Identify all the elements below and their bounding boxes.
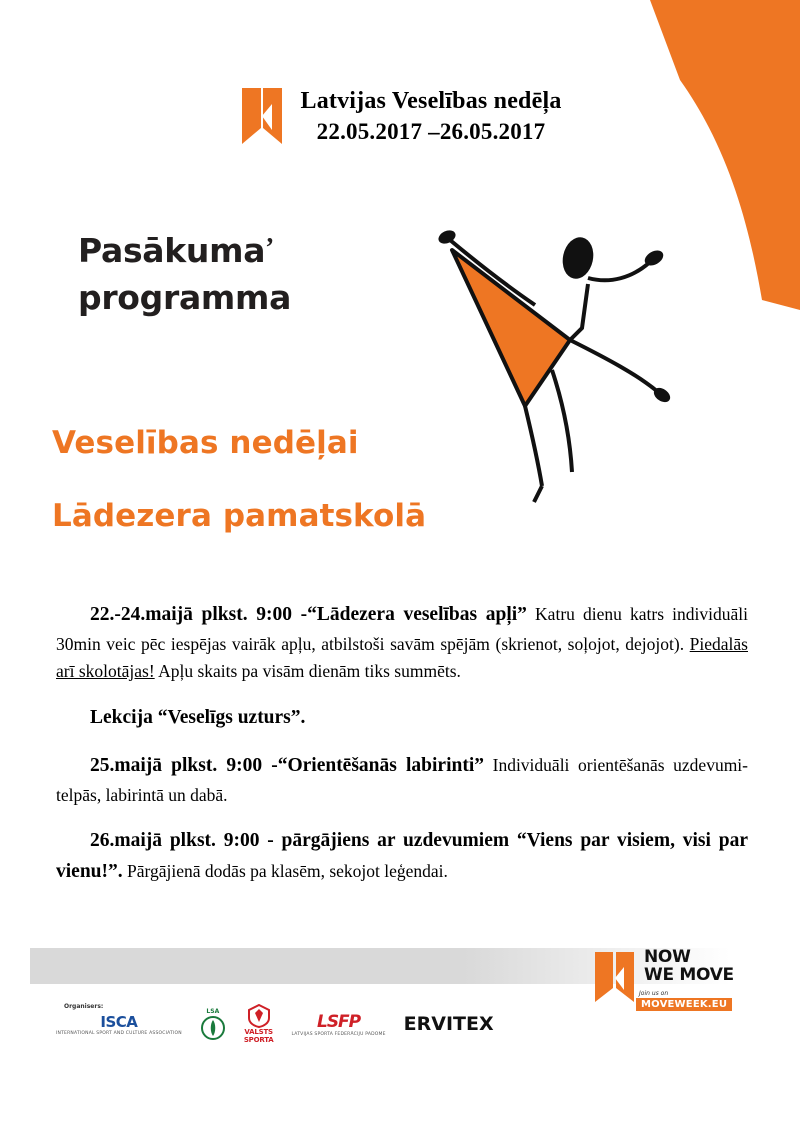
- para4-rest: Pārgājienā dodās pa klasēm, sekojot leģendai.: [122, 861, 448, 882]
- para3-rest: Individuāli orientēšanās uzdevumi-telpās, labirintā un dabā.: [56, 754, 748, 805]
- lsa-logo-mark: [200, 1015, 226, 1041]
- now-we-move-block: [592, 944, 742, 1018]
- moveweek-url[interactable]: MOVEWEEK.EU: [636, 998, 732, 1011]
- lsa-logo: [200, 1003, 226, 1045]
- subtitle-line-2: Lādezera pamatskolā: [52, 498, 427, 534]
- now-we-move-line1: NOW: [644, 947, 691, 967]
- para3-lead: 25.maijā plkst. 9:00 -: [90, 754, 278, 776]
- valsts-sporta-logo-subtext: SPORTA: [243, 1036, 274, 1044]
- para1-quoted: “Lādezera veselības apļi”: [307, 604, 527, 625]
- programme-title-apostrophe: ’: [265, 232, 274, 262]
- now-we-move-text: [644, 948, 734, 984]
- paragraph-day-26: [56, 826, 748, 888]
- lsa-logo-text: LSA: [206, 1007, 220, 1015]
- programme-title-line1: Pasākuma: [78, 231, 266, 270]
- paragraph-lecture: Lekcija “Veselīgs uzturs”.: [90, 707, 306, 729]
- para3-quoted: “Orientēšanās labirinti”: [277, 754, 484, 776]
- isca-logo: [56, 1003, 182, 1045]
- ervitex-logo-text: ERVITEX: [403, 1013, 494, 1035]
- valsts-sporta-logo-text: VALSTS: [244, 1028, 273, 1036]
- para4-lead: 26.maijā plkst. 9:00 - pārgājiens ar uzdevumiem “Viens par visiem, visi par vienu!”.: [56, 830, 748, 883]
- organiser-logos: [56, 1000, 516, 1048]
- para1-underlined: Piedalās arī skolotājas!: [56, 633, 748, 682]
- paragraph-day-25: [56, 751, 748, 809]
- subtitle-line-1: Veselības nedēļai: [52, 425, 359, 461]
- isca-logo-subtext: INTERNATIONAL SPORT AND CULTURE ASSOCIATION: [56, 1030, 182, 1036]
- now-we-move-join-label: Join us on: [639, 990, 669, 997]
- move-week-arrow-logo: [238, 86, 286, 148]
- isca-logo-text: ISCA: [100, 1012, 138, 1031]
- para1-rest-b: Apļu skaits pa visām dienām tiks summēts.: [154, 661, 461, 682]
- lsfp-logo: [291, 1003, 385, 1045]
- valsts-sporta-logo-mark: [248, 1004, 270, 1028]
- lsfp-logo-subtext: LATVIJAS SPORTA FEDERĀCIJU PADOME: [291, 1031, 386, 1037]
- dancing-figure-illustration: [320, 210, 680, 520]
- programme-title-line2: programma: [78, 277, 292, 317]
- organisers-label: Organisers:: [64, 1003, 104, 1010]
- header-title: Latvijas Veselības nedēļa: [300, 88, 562, 114]
- now-we-move-line2: WE MOVE: [644, 965, 734, 986]
- lsfp-logo-text: LSFP: [316, 1011, 361, 1032]
- header-dates: 22.05.2017 –26.05.2017: [316, 118, 546, 144]
- programme-title: [78, 228, 291, 322]
- paragraph-day-22-24: [56, 600, 748, 686]
- ervitex-logo: [404, 1003, 494, 1045]
- document-header: [0, 86, 800, 148]
- now-we-move-arrow-logo: [592, 950, 638, 1006]
- para1-lead: 22.-24.maijā plkst. 9:00 -: [90, 604, 308, 625]
- valsts-sporta-logo: [244, 1003, 274, 1045]
- para1-rest-a: Katru dienu katrs individuāli 30min veic pēc iespējas vairāk apļu, atbilstoši savām spējām (skrienot, soļojot, dejojot).: [56, 604, 748, 654]
- programme-body: [56, 600, 748, 888]
